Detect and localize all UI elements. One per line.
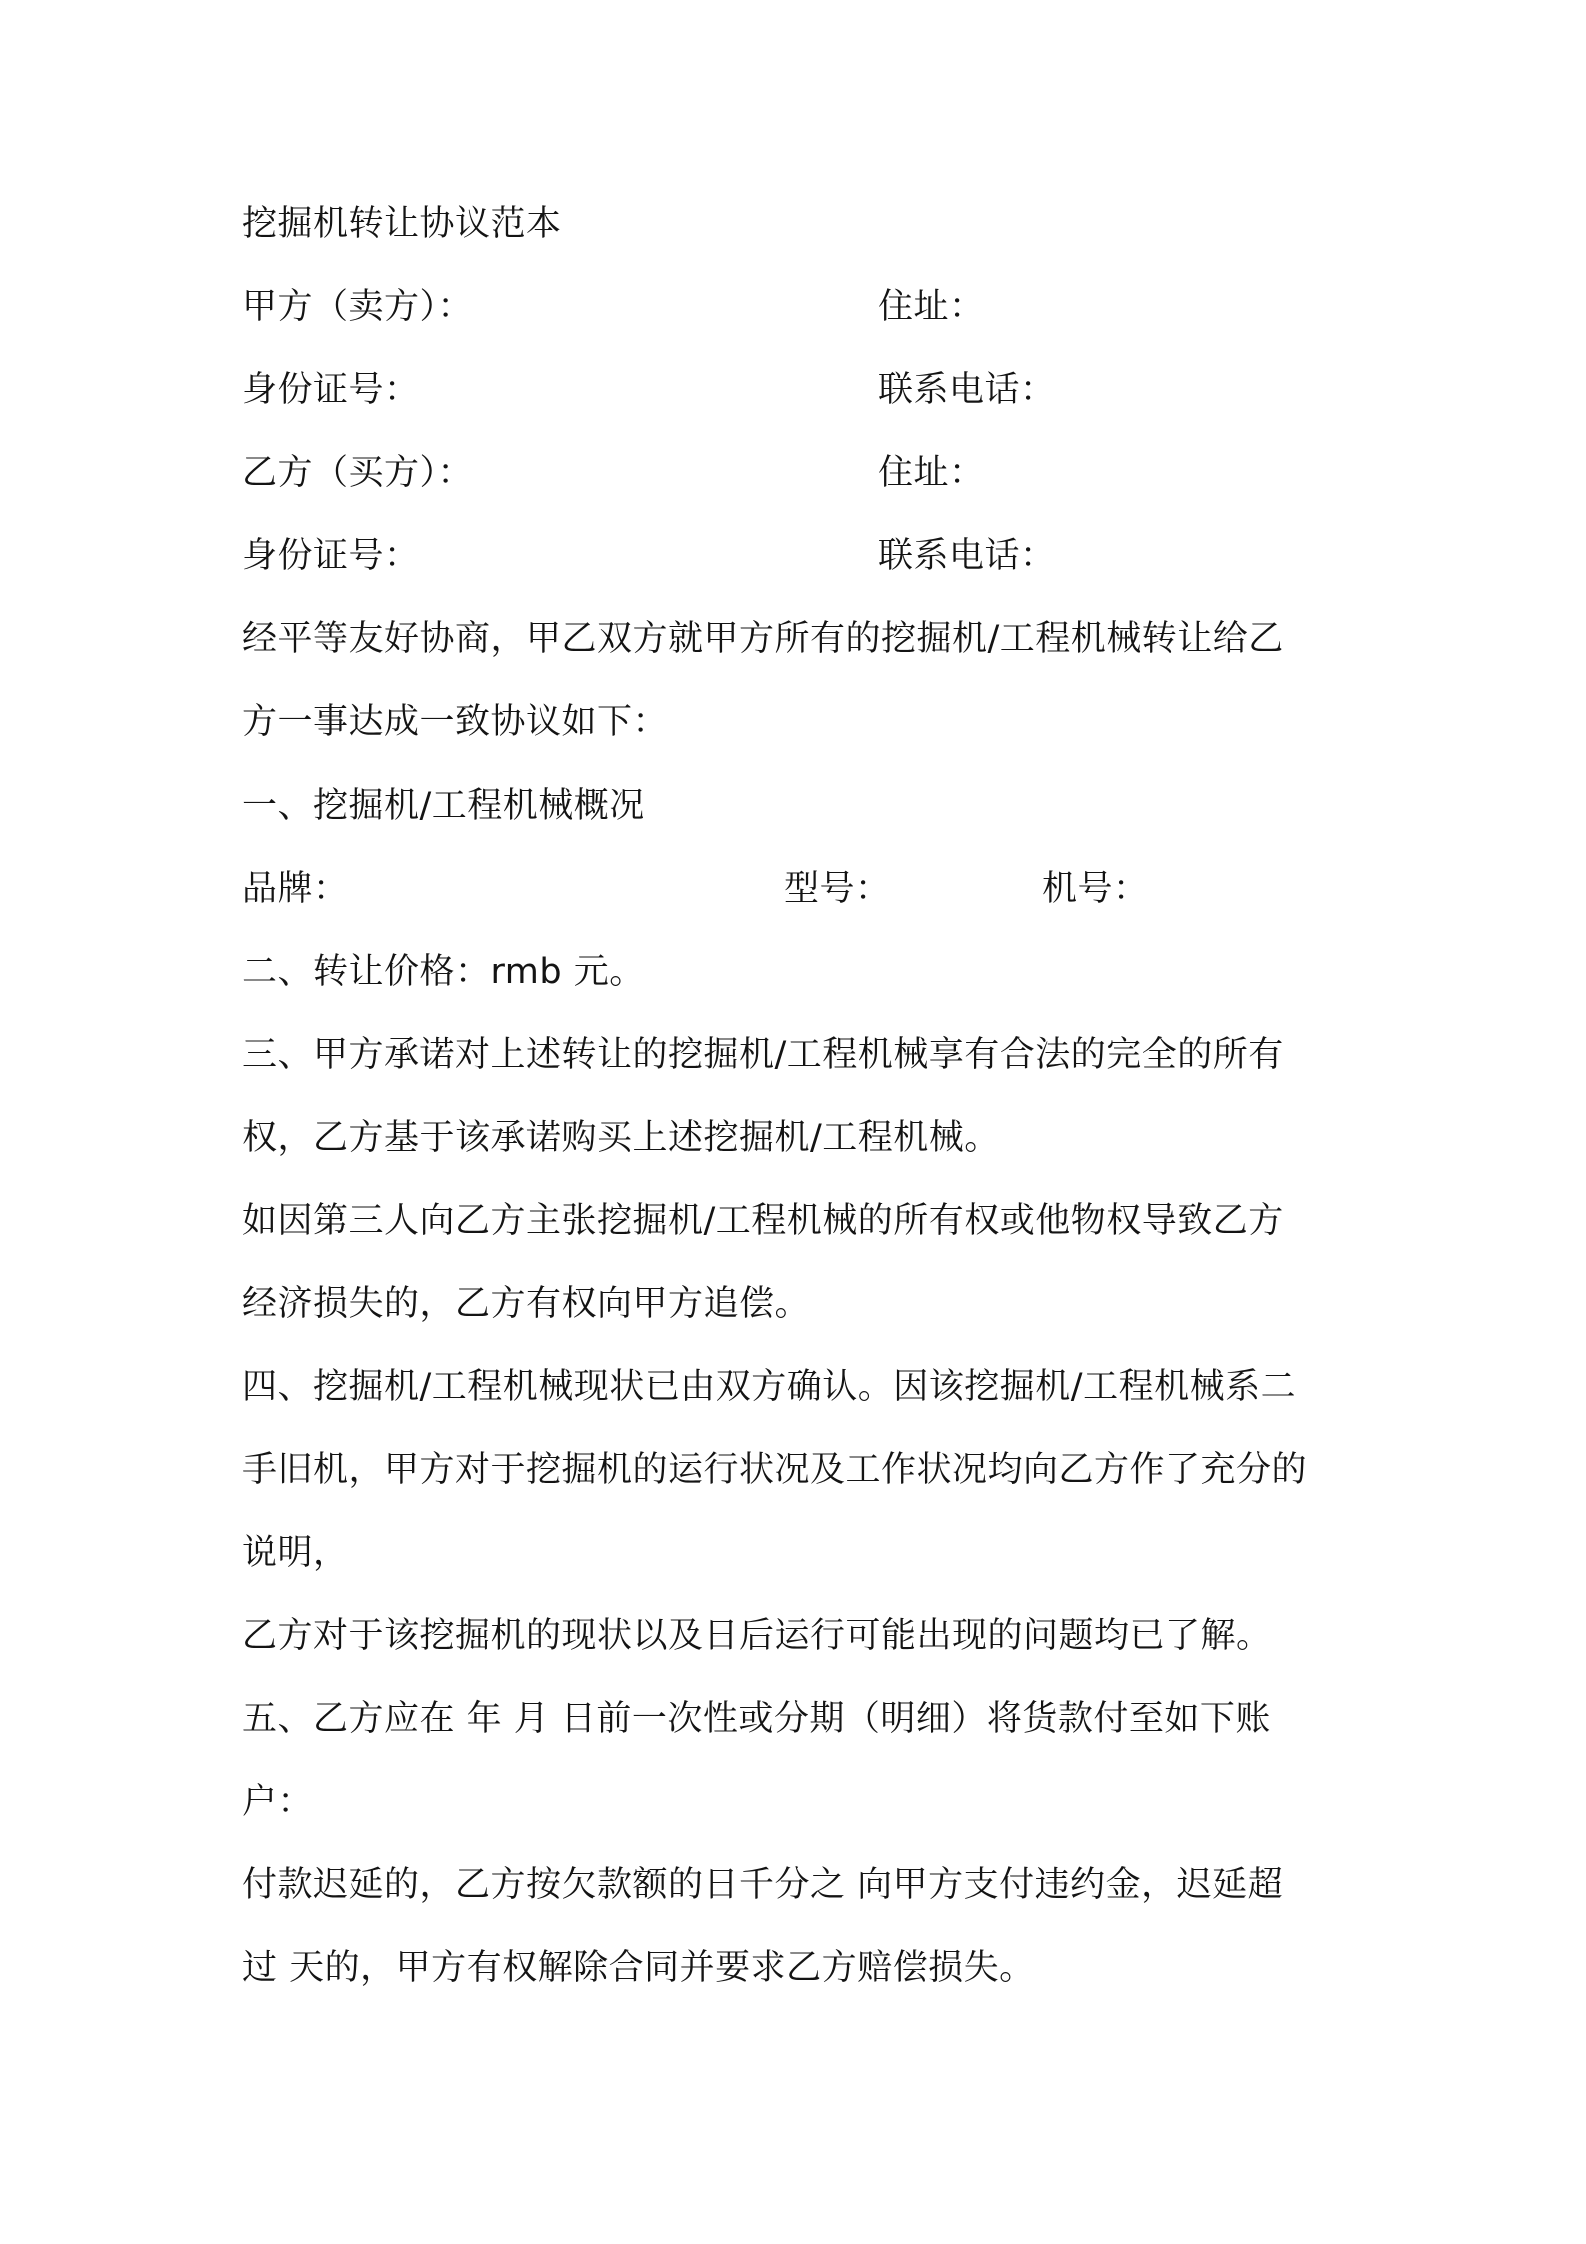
- party-b-phone-label: 联系电话：: [878, 536, 1056, 576]
- section3-line-3: 如因第三人向乙方主张挖掘机/工程机械的所有权或他物权导致乙方: [242, 1201, 1284, 1241]
- party-a-id-row: [242, 368, 1056, 412]
- model-label: 型号：: [784, 869, 891, 909]
- section2-price: 二、转让价格：rmb 元。: [242, 952, 645, 992]
- section5-line-4: 过 天的，甲方有权解除合同并要求乙方赔偿损失。: [242, 1948, 1035, 1988]
- section4-line-3: 说明，: [242, 1533, 349, 1573]
- section4-line-1: 四、挖掘机/工程机械现状已由双方确认。因该挖掘机/工程机械系二: [242, 1367, 1297, 1407]
- party-b-id-row: [242, 534, 1056, 578]
- party-b-address-label: 住址：: [878, 453, 985, 493]
- specs-row: [242, 867, 1149, 911]
- section5-line-1: 五、乙方应在 年 月 日前一次性或分期（明细）将货款付至如下账: [242, 1699, 1271, 1739]
- party-b-id-label: 身份证号：: [242, 536, 420, 576]
- intro-line-1: 经平等友好协商，甲乙双方就甲方所有的挖掘机/工程机械转让给乙: [242, 619, 1284, 659]
- section4-line-2: 手旧机，甲方对于挖掘机的运行状况及工作状况均向乙方作了充分的: [242, 1450, 1308, 1490]
- party-a-phone-label: 联系电话：: [878, 370, 1056, 410]
- party-b-label: 乙方（买方）：: [242, 453, 474, 493]
- party-a-label: 甲方（卖方）：: [242, 287, 474, 327]
- party-a-address-label: 住址：: [878, 287, 985, 327]
- section1-heading: 一、挖掘机/工程机械概况: [242, 786, 645, 826]
- document-title: 挖掘机转让协议范本: [242, 204, 562, 244]
- party-b-row: [242, 451, 985, 495]
- serial-label: 机号：: [1042, 869, 1149, 909]
- section5-line-3: 付款迟延的，乙方按欠款额的日千分之 向甲方支付违约金，迟延超: [242, 1865, 1284, 1905]
- intro-line-2: 方一事达成一致协议如下：: [242, 702, 669, 742]
- section3-line-2: 权，乙方基于该承诺购买上述挖掘机/工程机械。: [242, 1118, 1000, 1158]
- section3-line-1: 三、甲方承诺对上述转让的挖掘机/工程机械享有合法的完全的所有: [242, 1035, 1284, 1075]
- party-a-row: [242, 285, 985, 329]
- section5-line-2: 户：: [242, 1782, 314, 1822]
- section3-line-4: 经济损失的，乙方有权向甲方追偿。: [242, 1284, 811, 1324]
- brand-label: 品牌：: [242, 869, 349, 909]
- party-a-id-label: 身份证号：: [242, 370, 420, 410]
- section4-line-4: 乙方对于该挖掘机的现状以及日后运行可能出现的问题均已了解。: [242, 1616, 1272, 1656]
